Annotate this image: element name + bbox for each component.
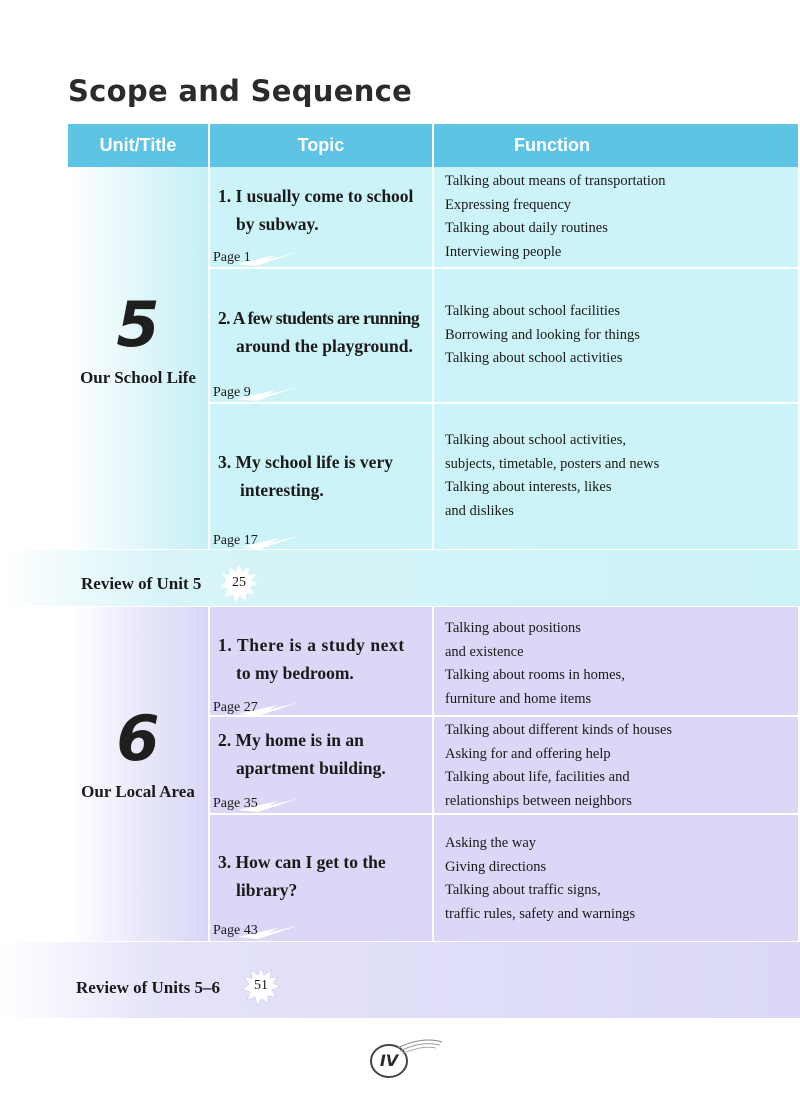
function-item: Talking about rooms in homes, — [445, 667, 625, 683]
function-item: Talking about school activities — [445, 350, 623, 366]
function-item: Talking about interests, likes — [445, 479, 612, 495]
column-header-topic: Topic — [210, 124, 432, 167]
page-title: Scope and Sequence — [68, 74, 413, 108]
footer-page-number: IV — [379, 1051, 399, 1070]
column-header-function: Function — [434, 124, 798, 167]
topic-line-2: around the playground. — [236, 336, 413, 356]
column-header-unit: Unit/Title — [68, 124, 208, 167]
function-item: and dislikes — [445, 502, 514, 519]
unit-5-function-1-list — [445, 170, 665, 264]
function-item: Talking about means of transportation — [445, 173, 666, 189]
review-units-5-6-page: 51 — [254, 978, 268, 993]
topic-line-2: by subway. — [236, 214, 319, 234]
unit-5-topic-3-page: Page 17 — [213, 533, 258, 548]
unit-6-function-2-list — [445, 719, 672, 813]
function-item: relationships between neighbors — [445, 792, 632, 809]
topic-line-1: 1. There is a study next — [218, 635, 405, 655]
topic-line-2: interesting. — [240, 480, 324, 500]
function-item: Borrowing and looking for things — [445, 326, 640, 343]
function-item: Talking about daily routines — [445, 220, 608, 236]
function-item: and existence — [445, 643, 524, 660]
function-item: Talking about positions — [445, 620, 581, 636]
topic-line-1: 2. A few students are running — [218, 308, 420, 328]
topic-line-1: 3. My school life is very — [218, 452, 393, 472]
review-unit-5-page-badge — [219, 563, 259, 603]
unit-5-topic-1-page: Page 1 — [213, 250, 251, 265]
unit-5-topic-2 — [218, 304, 419, 360]
unit-6-topic-2-page: Page 35 — [213, 796, 258, 811]
unit-5-function-3-list — [445, 429, 659, 523]
unit-5-topic-1 — [218, 182, 413, 238]
function-item: Talking about life, facilities and — [445, 769, 630, 785]
function-item: Expressing frequency — [445, 196, 572, 213]
topic-line-2: apartment building. — [236, 758, 386, 778]
unit-6-name: Our Local Area — [81, 782, 195, 801]
unit-6-topic-1-page: Page 27 — [213, 700, 258, 715]
function-item: Giving directions — [445, 858, 547, 875]
unit-5-topic-3 — [218, 448, 393, 504]
function-item: Interviewing people — [445, 243, 562, 260]
review-unit-5-label: Review of Unit 5 — [81, 574, 202, 593]
function-item: subjects, timetable, posters and news — [445, 455, 660, 472]
footer-page-number-mark — [368, 1036, 448, 1086]
unit-5-function-2-list — [445, 300, 640, 371]
unit-5-topic-2-page: Page 9 — [213, 385, 251, 400]
unit-6-topic-3-page: Page 43 — [213, 923, 258, 938]
review-unit-5-page: 25 — [232, 575, 246, 590]
function-item: Asking the way — [445, 835, 537, 851]
function-item: traffic rules, safety and warnings — [445, 905, 636, 922]
function-item: Talking about different kinds of houses — [445, 722, 673, 738]
unit-6-topic-2 — [218, 726, 386, 782]
unit-5-number: 5 — [116, 288, 160, 361]
unit-6-function-1-list — [445, 617, 625, 711]
topic-line-2: to my bedroom. — [236, 663, 354, 683]
function-item: Talking about school facilities — [445, 303, 620, 319]
function-item: furniture and home items — [445, 690, 592, 707]
topic-line-2: library? — [236, 880, 298, 900]
review-units-5-6-page-badge — [241, 966, 281, 1006]
review-units-5-6-label: Review of Units 5–6 — [76, 978, 221, 997]
unit-5-name: Our School Life — [80, 368, 196, 387]
function-item: Talking about school activities, — [445, 432, 627, 448]
function-item: Talking about traffic signs, — [445, 882, 601, 898]
unit-6-number: 6 — [116, 702, 160, 775]
topic-line-1: 3. How can I get to the — [218, 852, 386, 872]
unit-6-topic-3 — [218, 848, 386, 904]
unit-6-function-3-list — [445, 832, 635, 926]
topic-line-1: 2. My home is in an — [218, 730, 364, 750]
function-item: Asking for and offering help — [445, 745, 611, 762]
topic-line-1: 1. I usually come to school — [218, 186, 414, 206]
unit-6-topic-1 — [218, 631, 405, 687]
